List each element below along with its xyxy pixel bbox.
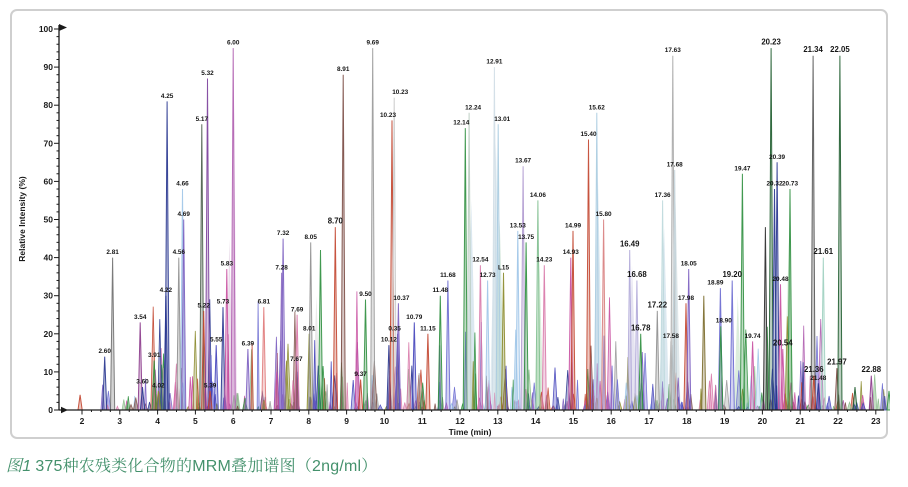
svg-text:17.36: 17.36 — [654, 191, 671, 199]
svg-text:5.83: 5.83 — [220, 260, 234, 268]
svg-text:5.73: 5.73 — [216, 298, 230, 306]
svg-text:19.20: 19.20 — [722, 270, 742, 279]
svg-text:16: 16 — [606, 416, 616, 426]
svg-text:9: 9 — [344, 416, 349, 426]
svg-text:21.36: 21.36 — [804, 365, 824, 375]
svg-text:10.23: 10.23 — [380, 111, 396, 119]
svg-text:3.91: 3.91 — [147, 352, 161, 359]
svg-text:20.23: 20.23 — [761, 37, 781, 47]
svg-text:15: 15 — [568, 416, 579, 426]
svg-text:9.50: 9.50 — [359, 291, 372, 298]
svg-text:6.81: 6.81 — [257, 298, 271, 306]
svg-text:22.88: 22.88 — [861, 365, 882, 375]
svg-text:5.55: 5.55 — [209, 336, 223, 344]
svg-text:8.91: 8.91 — [336, 66, 350, 74]
svg-text:12.91: 12.91 — [486, 58, 503, 66]
svg-text:16.78: 16.78 — [630, 323, 651, 333]
svg-text:50: 50 — [43, 214, 53, 225]
svg-text:17.63: 17.63 — [664, 47, 681, 55]
svg-text:11.48: 11.48 — [432, 287, 449, 295]
figure-caption-text: 375种农残类化合物的MRM叠加谱图（2ng/ml） — [35, 458, 378, 475]
svg-text:9.37: 9.37 — [354, 371, 367, 378]
svg-text:12.24: 12.24 — [465, 104, 482, 112]
svg-text:3.60: 3.60 — [136, 378, 149, 386]
svg-text:20.54: 20.54 — [773, 338, 793, 348]
svg-text:5.17: 5.17 — [195, 115, 209, 123]
svg-text:14: 14 — [530, 416, 541, 426]
svg-text:0.35: 0.35 — [388, 325, 401, 333]
svg-text:Time (min): Time (min) — [448, 427, 492, 437]
svg-text:10.37: 10.37 — [393, 294, 410, 302]
svg-text:14.06: 14.06 — [529, 191, 546, 199]
svg-text:60: 60 — [43, 176, 53, 187]
svg-text:10: 10 — [43, 366, 53, 377]
svg-text:4.22: 4.22 — [159, 287, 173, 295]
svg-text:L15: L15 — [497, 264, 510, 272]
svg-text:2.81: 2.81 — [106, 249, 119, 257]
svg-text:16.68: 16.68 — [627, 270, 647, 279]
svg-text:14.99: 14.99 — [565, 222, 581, 230]
svg-text:2: 2 — [79, 416, 85, 426]
svg-text:5.22: 5.22 — [197, 302, 210, 310]
svg-text:4: 4 — [155, 416, 160, 426]
svg-text:21.61: 21.61 — [813, 247, 834, 257]
svg-text:2.60: 2.60 — [98, 348, 111, 356]
svg-text:8.05: 8.05 — [304, 233, 317, 241]
svg-text:4.56: 4.56 — [172, 249, 186, 257]
svg-text:12.73: 12.73 — [479, 272, 496, 279]
svg-text:14.93: 14.93 — [562, 249, 579, 257]
svg-text:7.69: 7.69 — [290, 306, 304, 314]
svg-text:17.98: 17.98 — [678, 294, 694, 302]
svg-text:21.34: 21.34 — [803, 45, 823, 55]
svg-text:11.15: 11.15 — [420, 325, 436, 333]
svg-text:4.25: 4.25 — [160, 92, 174, 100]
svg-text:10: 10 — [379, 416, 390, 426]
svg-text:8: 8 — [306, 416, 312, 426]
svg-text:11.68: 11.68 — [440, 272, 456, 279]
svg-text:20.48: 20.48 — [772, 275, 789, 283]
svg-text:20.73: 20.73 — [782, 180, 798, 188]
svg-text:12.54: 12.54 — [472, 256, 489, 264]
svg-text:3.54: 3.54 — [133, 313, 147, 321]
svg-text:80: 80 — [43, 100, 53, 111]
svg-text:18.90: 18.90 — [715, 317, 732, 325]
svg-text:13.01: 13.01 — [494, 115, 511, 123]
svg-text:10.23: 10.23 — [392, 89, 409, 97]
svg-text:15.62: 15.62 — [588, 104, 605, 112]
svg-text:7.32: 7.32 — [276, 230, 290, 238]
svg-text:7.28: 7.28 — [275, 264, 288, 272]
svg-text:23: 23 — [871, 416, 881, 426]
svg-text:13.75: 13.75 — [518, 233, 535, 241]
svg-text:9.69: 9.69 — [366, 39, 379, 47]
svg-text:19: 19 — [719, 416, 730, 426]
svg-text:17: 17 — [644, 416, 654, 426]
figure-caption — [6, 453, 377, 476]
svg-text:Relative Intensity (%): Relative Intensity (%) — [17, 176, 27, 262]
svg-text:17.58: 17.58 — [662, 332, 679, 340]
svg-text:40: 40 — [43, 252, 53, 263]
svg-text:10.79: 10.79 — [406, 313, 423, 321]
svg-text:15.80: 15.80 — [595, 211, 612, 218]
svg-text:20: 20 — [757, 416, 768, 426]
mrm-chromatogram-plot — [12, 11, 890, 437]
svg-text:16.49: 16.49 — [619, 239, 640, 249]
svg-text:17.68: 17.68 — [666, 161, 683, 169]
svg-text:13.53: 13.53 — [509, 222, 526, 230]
svg-text:11: 11 — [417, 416, 427, 426]
figure-caption-number: 图1 — [6, 458, 32, 475]
svg-text:21.97: 21.97 — [827, 357, 847, 367]
svg-text:21.48: 21.48 — [810, 374, 827, 382]
svg-text:8.01: 8.01 — [302, 325, 316, 333]
svg-text:15.40: 15.40 — [580, 131, 597, 138]
svg-text:4.66: 4.66 — [176, 180, 189, 188]
svg-text:4.69: 4.69 — [177, 211, 190, 218]
svg-text:12: 12 — [455, 416, 465, 426]
svg-text:6: 6 — [230, 416, 236, 426]
svg-text:22.05: 22.05 — [830, 45, 850, 55]
svg-text:18.05: 18.05 — [680, 260, 697, 268]
svg-text:30: 30 — [43, 290, 53, 301]
svg-text:20.32: 20.32 — [766, 180, 783, 188]
svg-text:21: 21 — [795, 416, 805, 426]
chromatogram-panel — [10, 9, 888, 439]
svg-text:90: 90 — [43, 62, 53, 73]
svg-text:5: 5 — [193, 416, 198, 426]
svg-text:100: 100 — [38, 24, 53, 34]
svg-text:3: 3 — [117, 416, 123, 426]
svg-text:18.89: 18.89 — [707, 279, 724, 287]
svg-text:18: 18 — [682, 416, 692, 426]
svg-text:70: 70 — [43, 138, 53, 149]
svg-text:14.23: 14.23 — [536, 256, 553, 264]
svg-text:5.32: 5.32 — [201, 70, 214, 77]
svg-text:5.39: 5.39 — [203, 382, 217, 390]
svg-text:7: 7 — [268, 416, 274, 426]
svg-text:8.70: 8.70 — [327, 216, 343, 226]
svg-text:6.39: 6.39 — [241, 340, 255, 348]
svg-text:0: 0 — [48, 405, 53, 415]
svg-text:6.00: 6.00 — [226, 39, 240, 47]
svg-text:13.67: 13.67 — [515, 157, 532, 165]
svg-text:13: 13 — [493, 416, 503, 426]
svg-text:12.14: 12.14 — [453, 119, 470, 127]
svg-text:20: 20 — [43, 328, 53, 339]
svg-text:22: 22 — [833, 416, 843, 426]
svg-text:19.47: 19.47 — [734, 165, 751, 173]
svg-text:10.12: 10.12 — [380, 336, 397, 344]
svg-text:4.02: 4.02 — [152, 382, 165, 390]
svg-text:7.67: 7.67 — [290, 355, 303, 363]
svg-text:17.22: 17.22 — [647, 300, 668, 310]
svg-text:19.74: 19.74 — [744, 332, 761, 340]
svg-text:20.39: 20.39 — [769, 153, 786, 161]
